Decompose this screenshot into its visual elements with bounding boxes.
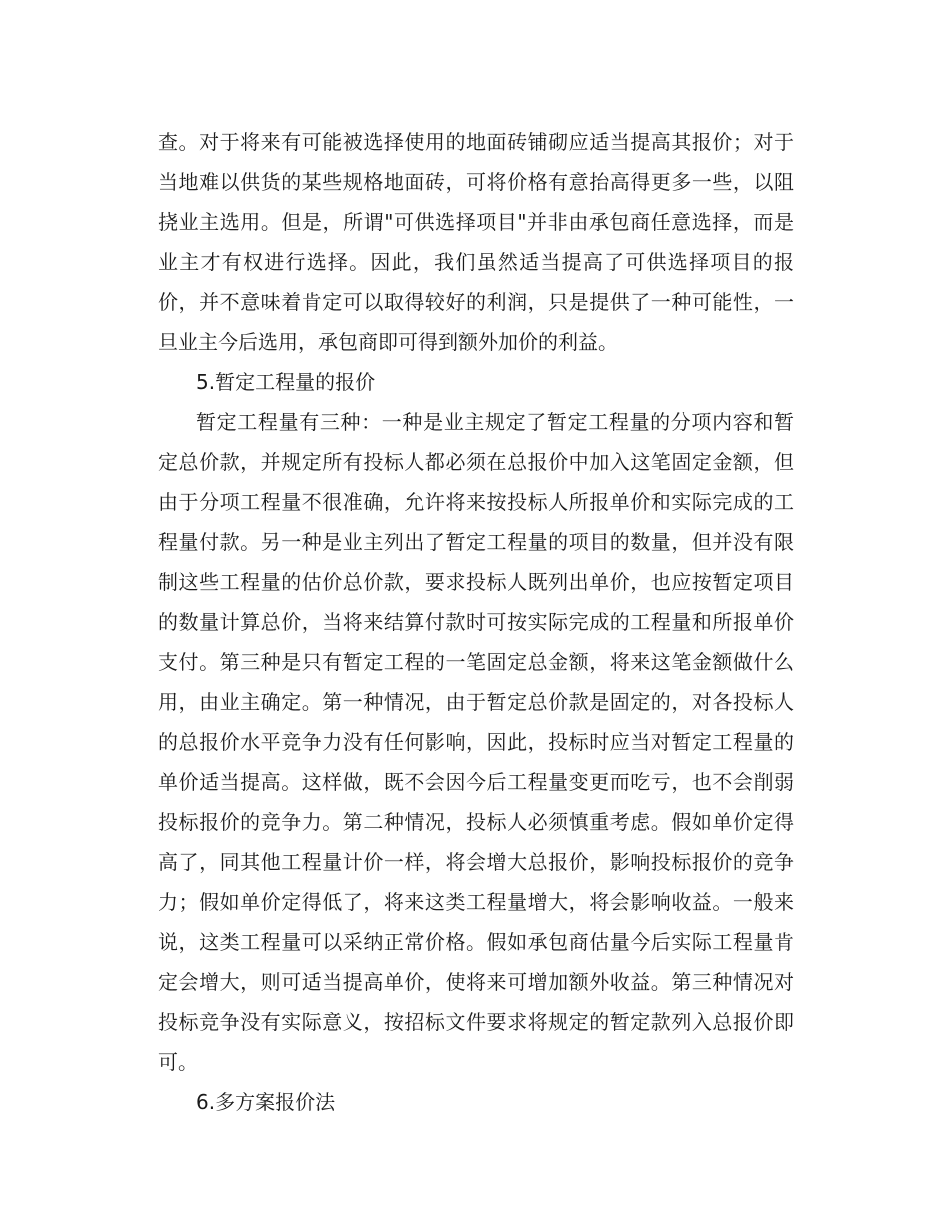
paragraph-provisional-quantities: 暂定工程量有三种：一种是业主规定了暂定工程量的分项内容和暂定总价款，并规定所有投标人都必须在总报价中加入这笔固定金额，但由于分项工程量不很准确，允许将来按投标人所报单价和实际完成的工程量付款。另一种是业主列出了暂定工程量的项目的数量，但并没有限制这些工程量的估价总价款，要求投标人既列出单价，也应按暂定项目的数量计算总价，当将来结算付款时可按实际完成的工程量和所报单价支付。第三种是只有暂定工程的一笔固定总金额，将来这笔金额做什么用，由业主确定。第一种情况，由于暂定总价款是固定的，对各投标人的总报价水平竞争力没有任何影响，因此，投标时应当对暂定工程量的单价适当提高。这样做，既不会因今后工程量变更而吃亏，也不会削弱投标报价的竞争力。第二种情况，投标人必须慎重考虑。假如单价定得高了，同其他工程量计价一样，将会增大总报价，影响投标报价的竞争力；假如单价定得低了，将来这类工程量增大，将会影响收益。一般来说，这类工程量可以采纳正常价格。假如承包商估量今后实际工程量肯定会增大，则可适当提高单价，使将来可增加额外收益。第三种情况对投标竞争没有实际意义，按招标文件要求将规定的暂定款列入总报价即可。 [158,410,794,1074]
paragraph-continuation: 查。对于将来有可能被选择使用的地面砖铺砌应适当提高其报价；对于当地难以供货的某些规格地面砖，可将价格有意抬高得更多一些，以阻挠业主选用。但是，所谓"可供选择项目"并非由承包商任意选择，而是业主才有权进行选择。因此，我们虽然适当提高了可供选择项目的报价，并不意味着肯定可以取得较好的利润，只是提供了一种可能性，一旦业主今后选用，承包商即可得到额外加价的利益。 [158,130,794,354]
document-body [158,122,794,1122]
section-heading-6: 6.多方案报价法 [196,1090,336,1114]
section-heading-5: 5.暂定工程量的报价 [196,370,376,394]
